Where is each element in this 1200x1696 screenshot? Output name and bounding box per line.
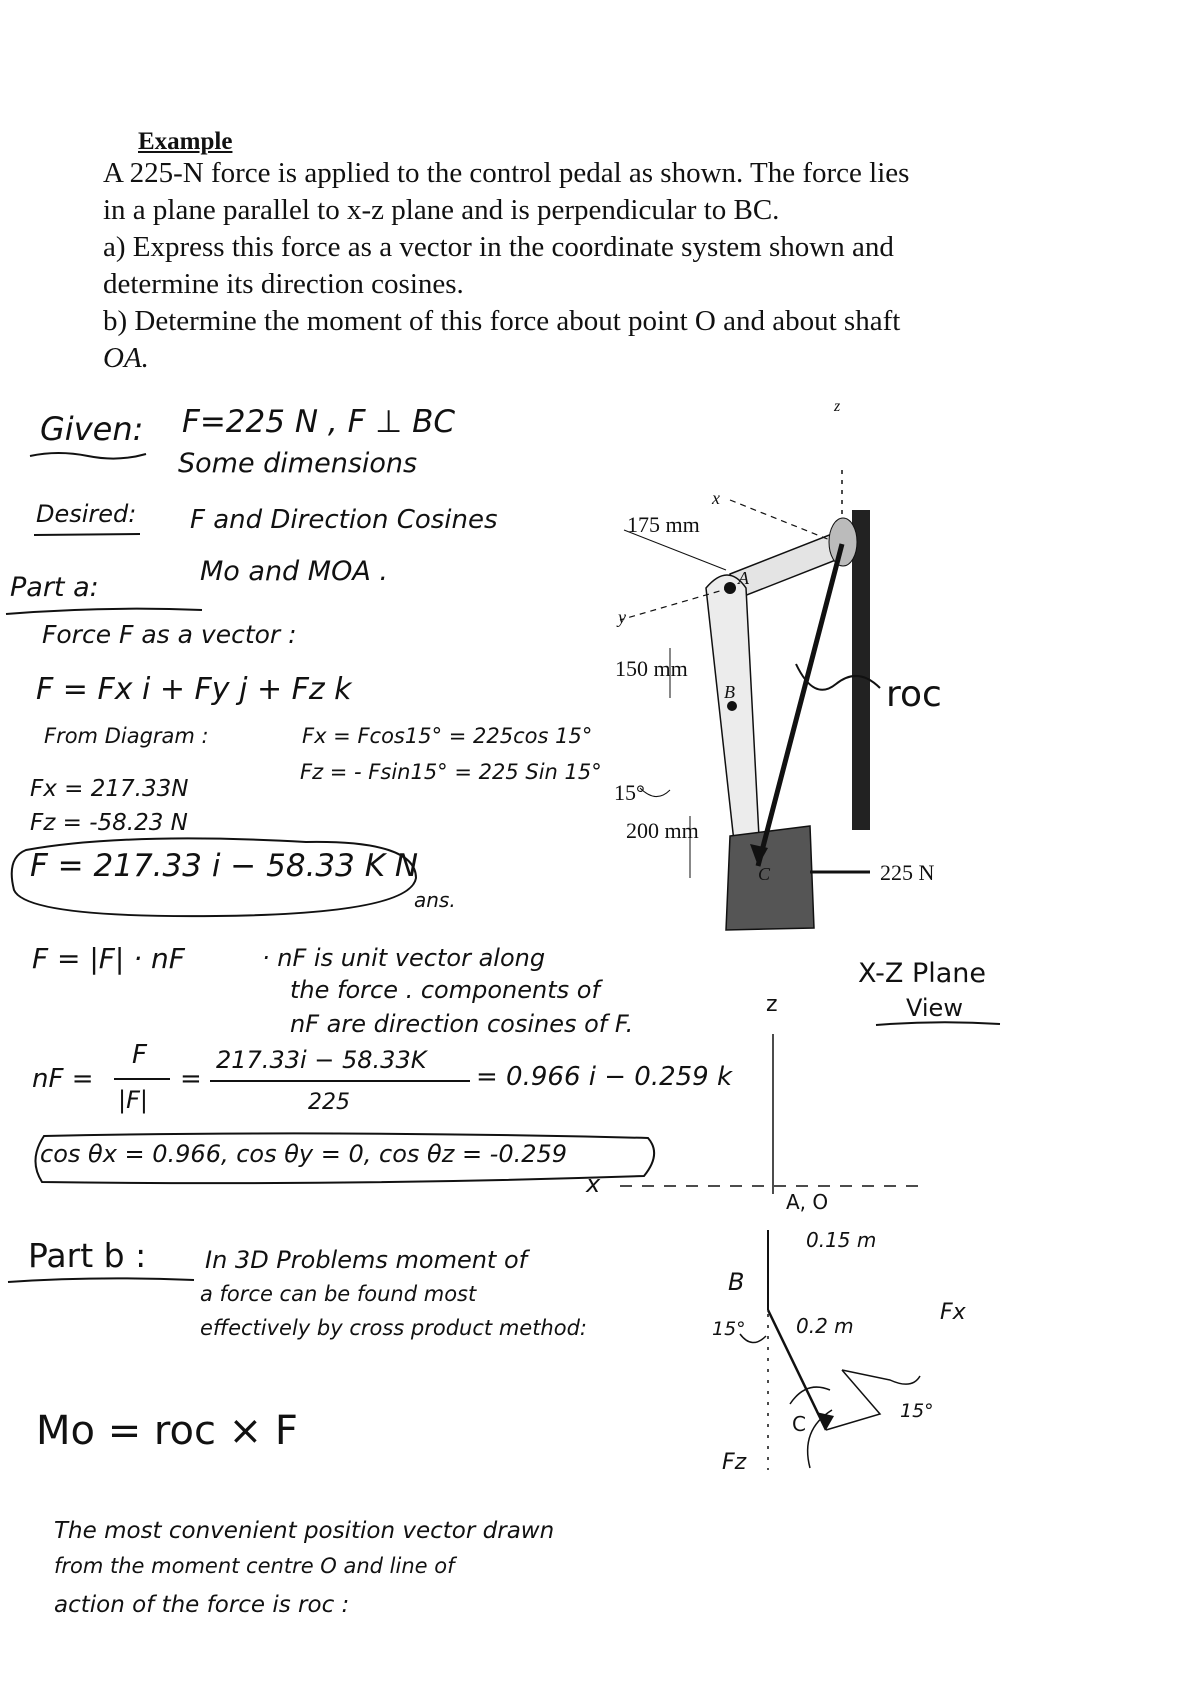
problem-line-6: OA. xyxy=(103,342,149,374)
conv-line-2: from the moment centre O and line of xyxy=(54,1554,455,1578)
f-magnitude-unit: F = |F| · nF xyxy=(32,942,185,975)
fz-formula: Fz = - Fsin15° = 225 Sin 15° xyxy=(300,760,602,784)
nf-denominator: |F| xyxy=(118,1086,148,1114)
nf-fraction-bar-2 xyxy=(210,1080,470,1082)
point-a-label: A xyxy=(738,568,749,588)
plane-view-title-1: X-Z Plane xyxy=(858,958,987,989)
problem-line-3: a) Express this force as a vector in the coordinate system shown and xyxy=(103,231,894,263)
pv-fx-component xyxy=(842,1370,920,1384)
part-b-line-1: In 3D Problems moment of xyxy=(205,1246,528,1274)
conv-line-3: action of the force is roc : xyxy=(54,1592,350,1618)
desired-moments: Mo and MOA . xyxy=(200,556,388,587)
f-vector-equation: F = Fx i + Fy j + Fz k xyxy=(36,672,352,707)
roc-label: roc xyxy=(886,674,942,715)
problem-line-5: b) Determine the moment of this force about point O and about shaft xyxy=(103,305,901,337)
lever-arm xyxy=(706,575,760,860)
given-force: F=225 N , F ⊥ BC xyxy=(182,404,456,440)
bearing xyxy=(829,518,857,566)
dim-200-label: 200 mm xyxy=(626,818,699,843)
pv-15b-label: 15° xyxy=(900,1400,934,1422)
f-result: F = 217.33 i − 58.33 K N xyxy=(30,848,419,884)
pv-ao-label: A, O xyxy=(786,1190,829,1214)
given-dimensions: Some dimensions xyxy=(178,448,418,479)
point-b-label: B xyxy=(724,682,735,702)
nf-numerator: F xyxy=(132,1040,147,1070)
axis-y-label: y xyxy=(618,607,626,627)
problem-line-2: in a plane parallel to x-z plane and is perpendicular to BC. xyxy=(103,194,780,226)
pv-z-label: z xyxy=(766,992,778,1017)
part-a-label: Part a: xyxy=(10,572,99,603)
pv-b-label: B xyxy=(728,1268,745,1296)
pv-c-label: C xyxy=(792,1412,806,1436)
unit-vector-note-3: nF are direction cosines of F. xyxy=(290,1010,634,1038)
part-b-underline xyxy=(6,1274,196,1288)
ans-label: ans. xyxy=(414,888,456,912)
angle-15-label: 15° xyxy=(614,780,645,805)
force-as-vector: Force F as a vector : xyxy=(42,620,297,649)
example-heading: Example xyxy=(138,128,233,155)
part-b-label: Part b : xyxy=(28,1236,147,1275)
x-axis xyxy=(730,500,830,540)
nf-result: = 0.966 i − 0.259 k xyxy=(476,1062,733,1092)
desired-underline xyxy=(32,530,142,540)
problem-line-1: A 225-N force is applied to the control pedal as shown. The force lies xyxy=(103,157,910,189)
dim-150-label: 150 mm xyxy=(615,656,688,681)
fx-formula: Fx = Fcos15° = 225cos 15° xyxy=(302,724,593,748)
pv-fz-label: Fz xyxy=(722,1450,747,1475)
point-c-label: C xyxy=(758,864,771,884)
dim-175-label: 175 mm xyxy=(627,512,700,537)
nf-fraction-bar xyxy=(114,1078,170,1080)
part-b-line-2: a force can be found most xyxy=(200,1282,477,1306)
part-a-underline xyxy=(4,604,204,618)
desired-f-cosines: F and Direction Cosines xyxy=(190,505,498,535)
unit-vector-note-1: · nF is unit vector along xyxy=(262,944,546,972)
pv-15-label: 15° xyxy=(712,1318,746,1340)
conv-line-1: The most convenient position vector drawn xyxy=(54,1518,555,1544)
pv-02-label: 0.2 m xyxy=(796,1314,854,1338)
direction-cosines: cos θx = 0.966, cos θy = 0, cos θz = -0.259 xyxy=(40,1140,568,1168)
nf-numerator-2: 217.33i − 58.33K xyxy=(216,1046,427,1074)
given-underline xyxy=(28,448,148,462)
fz-value: Fz = -58.23 N xyxy=(30,810,188,836)
problem-line-4: determine its direction cosines. xyxy=(103,268,464,300)
plane-view-title-2: View xyxy=(906,994,963,1022)
fx-value: Fx = 217.33N xyxy=(30,776,189,802)
wall xyxy=(852,510,870,830)
nf-lhs: nF = xyxy=(32,1064,94,1094)
roc-vector xyxy=(758,544,842,866)
unit-vector-note-2: the force . components of xyxy=(290,976,600,1004)
from-diagram: From Diagram : xyxy=(44,724,209,748)
pv-force-triangle xyxy=(826,1370,880,1430)
force-225-label: 225 N xyxy=(880,860,935,885)
given-label: Given: xyxy=(40,410,144,448)
pv-015-label: 0.15 m xyxy=(806,1228,877,1252)
nf-denominator-2: 225 xyxy=(308,1090,350,1115)
desired-label: Desired: xyxy=(36,500,137,528)
nf-equals: = xyxy=(180,1064,202,1094)
axis-z-label: z xyxy=(834,398,841,415)
part-b-line-3: effectively by cross product method: xyxy=(200,1316,587,1340)
axis-x-label: x xyxy=(712,488,720,508)
pv-fx-label: Fx xyxy=(940,1300,966,1325)
moment-equation: Mo = roc × F xyxy=(36,1408,298,1454)
pv-x-label: x xyxy=(586,1170,601,1198)
